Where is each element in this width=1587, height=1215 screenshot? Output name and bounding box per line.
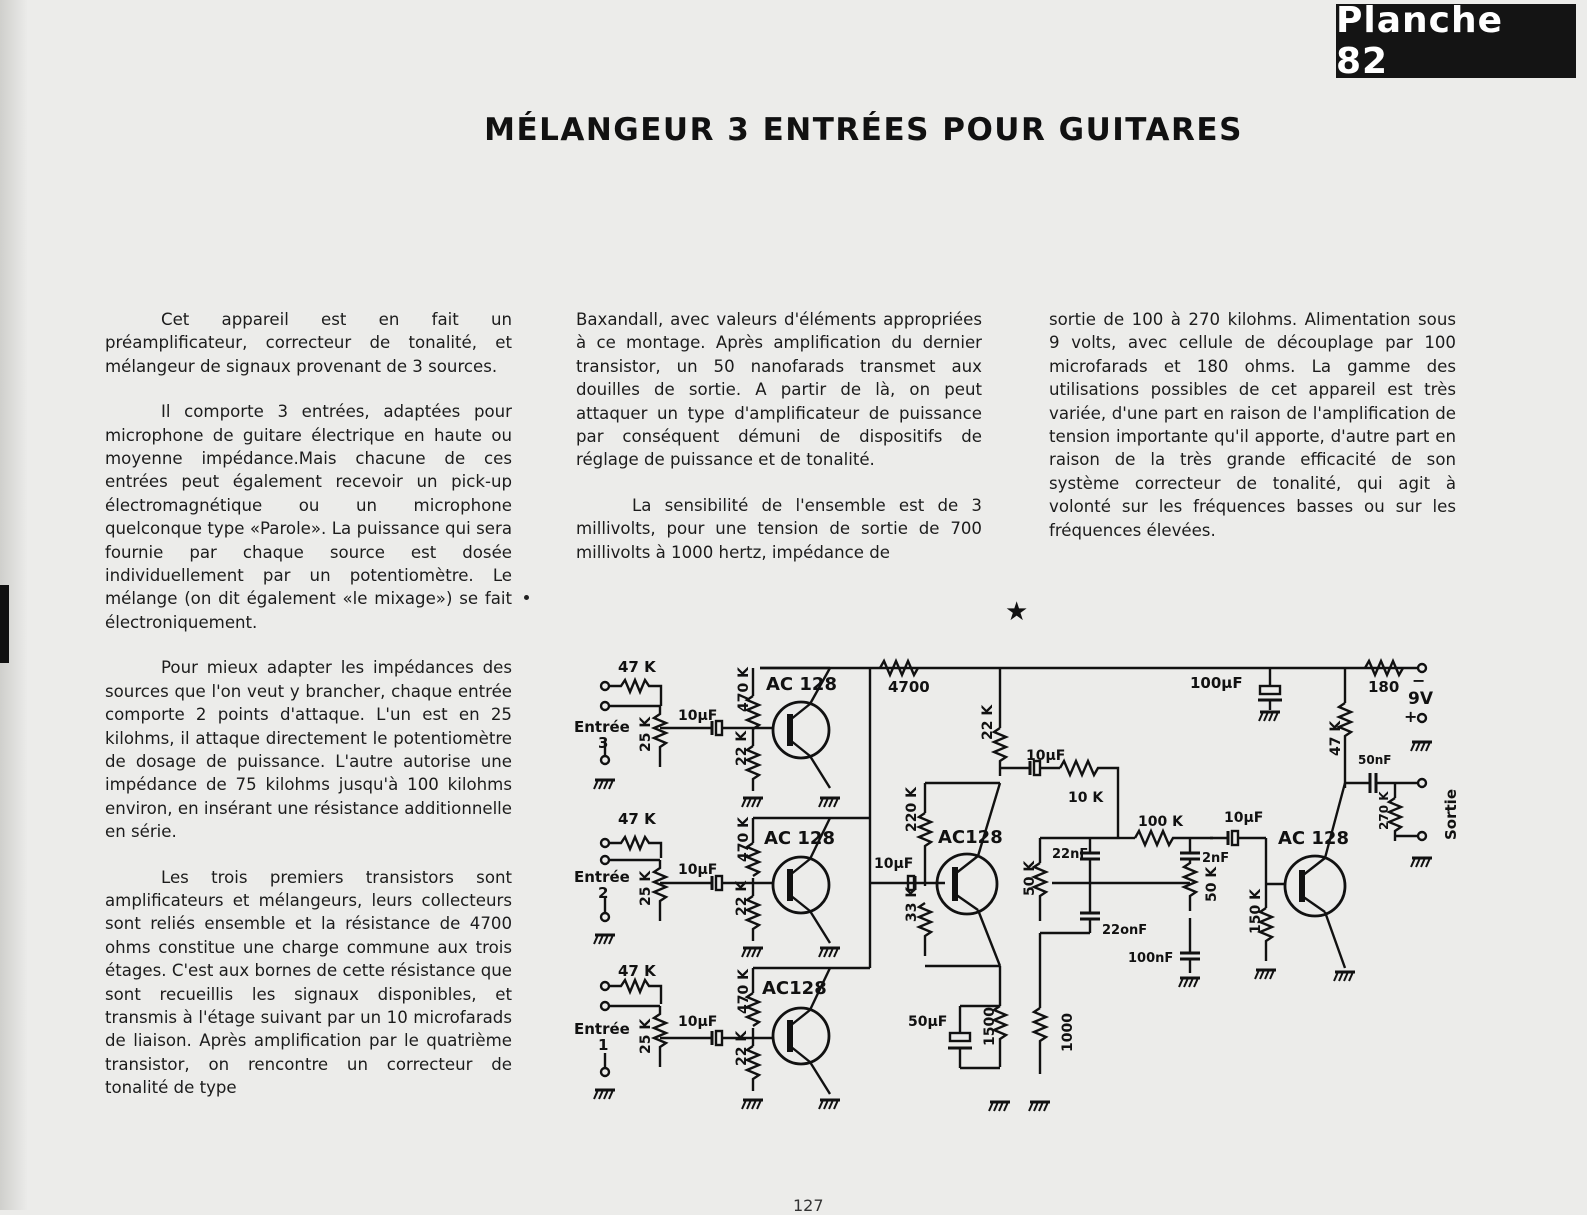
label-resistor: 470 K	[736, 817, 752, 862]
paragraph: Baxandall, avec valeurs d'éléments appropriées à ce montage. Après amplification du dernier transistor, un 50 nanofarads transmet aux douilles de sortie. A partir de là, on peut attaquer un type d'amplificateur de puissance par conséquent démuni de dispositifs de réglage de puissance et de tonalité.	[576, 310, 982, 470]
label-cap: 10µF	[678, 708, 718, 724]
label-resistor: 470 K	[736, 969, 752, 1014]
label-resistor: 1000	[1060, 1013, 1076, 1052]
label-resistor: 150 K	[1248, 889, 1264, 934]
label-resistor: 22 K	[734, 880, 750, 916]
text-column-3	[1049, 308, 1456, 564]
label-resistor: 22 K	[980, 704, 996, 740]
label-resistor: 47 K	[618, 962, 656, 980]
paragraph: Pour mieux adapter les impédances des sources que l'on veut y brancher, chaque entrée comporte 2 points d'attaque. L'un est en 25 kilohms, il attaque directement le potentiomètre de dosage de puissance. L'autre autorise une impédance de 75 kilohms jusqu'à 100 kilohms environ, en insérant une résistance additionnelle en série.	[105, 658, 512, 842]
ink-dot	[524, 595, 529, 600]
binding-mark	[0, 585, 9, 663]
page-title: MÉLANGEUR 3 ENTRÉES POUR GUITARES	[484, 112, 1243, 148]
label-cap: 10µF	[1026, 748, 1066, 764]
label-resistor: 270 K	[1377, 791, 1391, 830]
label-pot: 25 K	[638, 1018, 654, 1054]
label-cap: 10µF	[678, 862, 718, 878]
label-resistor: 180	[1368, 678, 1400, 696]
input-3-label: Entrée	[574, 718, 630, 736]
label-cap: 22onF	[1102, 923, 1148, 938]
plate-number-label: Planche 82	[1336, 4, 1576, 78]
label-cap: 100µF	[1190, 674, 1243, 692]
input-2-number: 2	[598, 884, 609, 902]
input-1-number: 1	[598, 1036, 609, 1054]
label-cap: 22nF	[1052, 847, 1089, 862]
label-resistor: 47 K	[618, 810, 656, 828]
label-transistor: AC 128	[764, 828, 835, 849]
label-cap: 50µF	[908, 1014, 948, 1030]
output-label: Sortie	[1442, 789, 1460, 840]
label-resistor: 47 K	[618, 658, 656, 676]
label-transistor: AC 128	[766, 674, 837, 695]
supply-voltage: 9V	[1408, 689, 1433, 709]
label-pot: 50 K	[1022, 860, 1038, 896]
label-resistor: 22 K	[734, 1030, 750, 1066]
page-number: 127	[793, 1196, 824, 1215]
label-resistor: 22 K	[734, 730, 750, 766]
label-resistor: 220 K	[904, 787, 920, 832]
label-cap: 2nF	[1202, 851, 1230, 866]
label-resistor: 47 K	[1328, 720, 1344, 756]
label-transistor: AC128	[938, 827, 1003, 848]
star-mark: ★	[1005, 597, 1029, 627]
label-cap: 10µF	[874, 856, 914, 872]
label-cap: 10µF	[1224, 810, 1264, 826]
label-resistor: 10 K	[1068, 790, 1104, 806]
label-cap: 50nF	[1358, 753, 1392, 767]
input-1-label: Entrée	[574, 1020, 630, 1038]
supply-plus: +	[1404, 707, 1418, 726]
paragraph: sortie de 100 à 270 kilohms. Alimentation sous 9 volts, avec cellule de découplage par 100 microfarads et 180 ohms. La gamme des utilisations possibles de cet appareil est très variée, d'une part en raison de l'amplification de tension importante qu'il apporte, d'autre part en raison de la très grande efficacité de son système correcteur de tonalité, qui agit à volonté sur les fréquences basses ou sur les fréquences élevées.	[1049, 310, 1456, 540]
label-pot: 25 K	[638, 870, 654, 906]
supply-minus: −	[1412, 671, 1426, 690]
paragraph: Il comporte 3 entrées, adaptées pour microphone de guitare électrique en haute ou moyenne impédance.Mais chacune de ces entrées peut également recevoir un pick-up électromagnétique ou un microphone quelconque type «Parole». La puissance qui sera fournie par chaque source est dosée individuellement par un potentiomètre. Le mélange (on dit également «le mixage») se fait électroniquement.	[105, 402, 512, 632]
label-pot: 50 K	[1204, 866, 1220, 902]
circuit-schematic	[574, 648, 1470, 1128]
label-resistor: 1500	[982, 1007, 998, 1046]
label-transistor: AC 128	[1278, 828, 1349, 849]
text-column-1	[105, 308, 512, 1122]
label-resistor: 100 K	[1138, 814, 1183, 830]
label-resistor: 470 K	[736, 667, 752, 712]
label-transistor: AC128	[762, 978, 827, 999]
input-3-number: 3	[598, 734, 609, 752]
label-cap: 10µF	[678, 1014, 718, 1030]
label-resistor: 4700	[888, 678, 930, 696]
input-2-label: Entrée	[574, 868, 630, 886]
label-resistor: 33 K	[904, 886, 920, 922]
paragraph: La sensibilité de l'ensemble est de 3 millivolts, pour une tension de sortie de 700 millivolts à 1000 hertz, impédance de	[576, 495, 982, 562]
paragraph: Les trois premiers transistors sont amplificateurs et mélangeurs, leurs collecteurs sont reliés ensemble et la résistance de 4700 ohms constitue une charge commune aux trois étages. C'est aux bornes de cette résistance que sont recueillis les signaux disponibles, et transmis à l'étage suivant par un 10 microfarads de liaison. Après amplification par le quatrième transistor, on rencontre un correcteur de tonalité de type	[105, 867, 512, 1098]
label-pot: 25 K	[638, 716, 654, 752]
text-column-2	[576, 308, 982, 586]
paragraph: Cet appareil est en fait un préamplificateur, correcteur de tonalité, et mélangeur de signaux provenant de 3 sources.	[105, 310, 512, 376]
label-cap: 100nF	[1128, 951, 1174, 966]
